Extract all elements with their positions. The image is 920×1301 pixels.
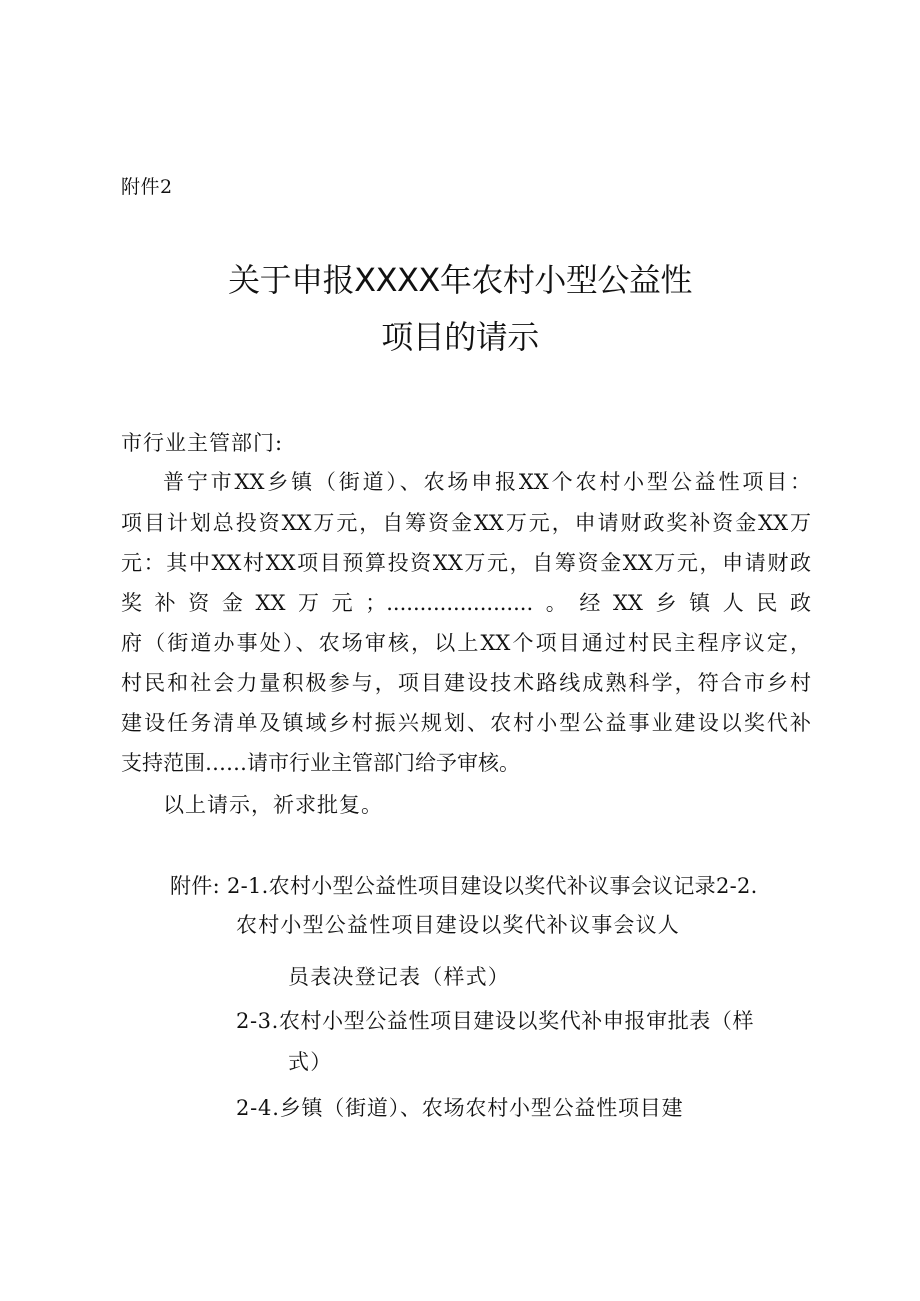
body-line: 普宁市XX乡镇（街道）、农场申报XX个农村小型公益性项目： <box>163 470 811 494</box>
body-line: 支持范围……请市行业主管部门给予审核。 <box>121 751 520 775</box>
body-line: 村民和社会力量积极参与，项目建设技术路线成熟科学，符合市乡村 <box>121 671 811 695</box>
closing-remark: 以上请示，祈求批复。 <box>163 793 383 817</box>
attachment-list-line: 员表决登记表（样式） <box>288 965 510 989</box>
salutation: 市行业主管部门: <box>121 431 284 455</box>
body-line: 元：其中XX村XX项目预算投资XX万元，自筹资金XX万元，申请财政 <box>121 551 811 575</box>
attachment-label: 附件2 <box>121 176 173 198</box>
document-title-line-2: 项目的请示 <box>381 318 539 356</box>
attachment-list-line: 农村小型公益性项目建设以奖代补议事会议人 <box>236 913 680 937</box>
document-title-line-1: 关于申报XXXX年农村小型公益性 <box>228 261 692 299</box>
attachment-list-line: 2-4.乡镇（街道）、农场农村小型公益性项目建 <box>236 1096 684 1120</box>
attachment-list-line: 式） <box>288 1050 333 1074</box>
body-line: 建设任务清单及镇域乡村振兴规划、农村小型公益事业建设以奖代补 <box>121 711 811 735</box>
body-line: 奖补资金XX万元；......................。经XX乡镇人民政 <box>121 591 811 615</box>
attachment-list-line: 附件: 2-1.农村小型公益性项目建设以奖代补议事会议记录2-2. <box>170 874 758 898</box>
body-line: 项目计划总投资XX万元，自筹资金XX万元，申请财政奖补资金XX万 <box>121 511 811 535</box>
attachment-list-line: 2-3.农村小型公益性项目建设以奖代补申报审批表（样 <box>236 1009 755 1033</box>
body-line: 府（街道办事处）、农场审核，以上XX个项目通过村民主程序议定， <box>121 631 811 655</box>
